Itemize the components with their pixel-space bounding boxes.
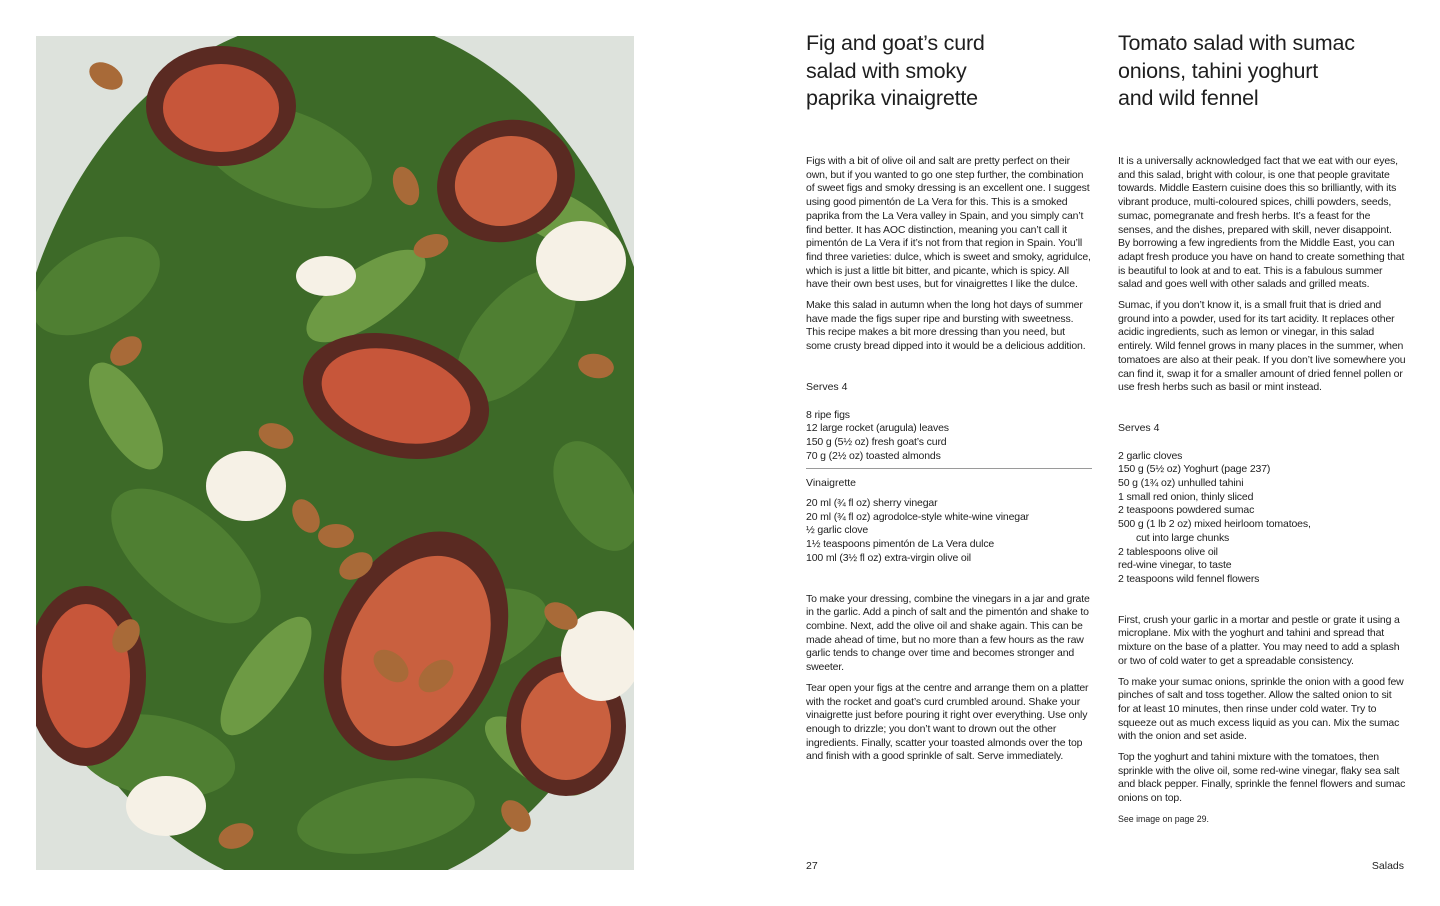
vinaigrette-heading: Vinaigrette [806,477,857,490]
method-paragraph: First, crush your garlic in a mortar and pestle or grate it using a microplane. Mix with the yoghurt and tahini and spread that mixture on the base of a platter. You may need to add a splash or two of cold water to get a spreadable consistency. [1118,613,1400,667]
ingredient-item: 12 large rocket (arugula) leaves [806,422,949,435]
method-paragraph: To make your sumac onions, sprinkle the onion with a good few pinches of salt and toss together. Allow the salted onion to sit for at least 10 minutes, then rinse under cold water. Try to squeeze out as much excess liquid as you can. Mix the sumac with the onion and set aside. [1118,675,1404,743]
intro-paragraph: Sumac, if you don’t know it, is a small fruit that is dried and ground into a powder, used for its tart acidity. It replaces other acidic ingredients, such as lemon or vinegar, in this salad entirely. Wild fennel grows in many places in the summer, when tomatoes are also at their peak. If you don’t live somewhere you can find it, swap it for a smaller amount of dried fennel pollen or use fresh herbs such as basil or mint instead. [1118,299,1406,394]
vinaigrette-list [806,497,1092,566]
ingredient-item: 2 teaspoons powdered sumac [1118,504,1255,517]
ingredient-item: 50 g (1¾ oz) unhulled tahini [1118,477,1244,490]
method-paragraph: Top the yoghurt and tahini mixture with the tomatoes, then sprinkle with the olive oil, some red-wine vinegar, flaky sea salt and black pepper. Finally, sprinkle the fennel flowers and sumac onions on top. [1118,751,1406,805]
ingredient-item: 150 g (5½ oz) fresh goat’s curd [806,435,947,448]
divider [806,468,1092,469]
ingredient-item: ½ garlic clove [806,524,869,537]
serves-label: Serves 4 [1118,421,1160,434]
salad-photo [36,36,634,870]
ingredient-item: 2 teaspoons wild fennel flowers [1118,572,1260,585]
ingredient-item: 500 g (1 lb 2 oz) mixed heirloom tomatoes, [1118,518,1311,531]
ingredient-item: 2 tablespoons olive oil [1118,545,1218,558]
ingredient-item: 70 g (2½ oz) toasted almonds [806,449,941,462]
ingredient-item: 20 ml (¾ fl oz) agrodolce-style white-wine vinegar [806,510,1030,523]
ingredient-list [1118,450,1406,587]
page-number: 27 [806,860,818,872]
serves-label: Serves 4 [806,380,848,393]
left-recipe [806,30,1092,771]
salad-illustration [36,36,634,870]
section-name: Salads [1371,860,1404,872]
ingredient-list [806,409,1092,464]
right-recipe [1118,30,1406,825]
ingredient-item: 2 garlic cloves [1118,449,1183,462]
ingredient-item: 1½ teaspoons pimentón de La Vera dulce [806,538,995,551]
method-paragraph: Tear open your figs at the centre and arrange them on a platter with the rocket and goat’s curd crumbled around. Shake your vinaigrette just before pouring it right over everything. Use only enough to drizzle; you don’t want to drown out the other ingredients. Finally, scatter your toasted almonds over the top and finish with a good sprinkle of salt. Serve immediately. [806,681,1089,763]
intro-paragraph: Figs with a bit of olive oil and salt are pretty perfect on their own, but if you wanted to go one step further, the combination of sweet figs and smoky dressing is an excellent one. I suggest using good pimentón de La Vera for this. This is a smoked paprika from the La Vera valley in Spain, and you simply can’t find better. It has AOC distinction, meaning you can’t call it pimentón de La Vera if it’s not from that region in Spain. You’ll find three varieties: dulce, which is sweet and smoky, agridulce, which is just a little bit bitter, and picante, which is spicy. All have their own best uses, but for vinaigrettes I like the dulce. [806,155,1091,291]
ingredient-item: 20 ml (¾ fl oz) sherry vinegar [806,497,938,510]
recipe-title: Fig and goat’s curd salad with smoky paprika vinaigrette [806,31,985,110]
ingredient-item: cut into large chunks [1136,531,1230,544]
image-reference-note: See image on page 29. [1118,813,1209,824]
method-paragraph: To make your dressing, combine the vinegars in a jar and grate in the garlic. Add a pinch of salt and the pimentón and shake to combine. Next, add the olive oil and shake again. This can be made ahead of time, but no more than a few hours as the raw garlic tends to change over time and becomes stronger and sweeter. [806,592,1090,674]
intro-paragraph: It is a universally acknowledged fact that we eat with our eyes, and this salad, bright with colour, is one that people gravitate towards. Middle Eastern cuisine does this so brilliantly, with its vibrant produce, multi-coloured spices, chilli powders, seeds, sumac, pomegranate and fresh herbs. It’s a feast for the senses, and the dishes, prepared with skill, never disappoint. By borrowing a few ingredients from the Middle East, you can adapt fresh produce you have on hand to create something that is beautiful to look at and to eat. This is a fabulous summer salad and goes well with other salads and grilled meats. [1118,155,1405,291]
ingredient-item: 150 g (5½ oz) Yoghurt (page 237) [1118,463,1271,476]
recipe-title: Tomato salad with sumac onions, tahini yoghurt and wild fennel [1118,31,1355,110]
ingredient-item: 100 ml (3½ fl oz) extra-virgin olive oil [806,551,971,564]
ingredient-item: 8 ripe figs [806,408,850,421]
ingredient-item: red-wine vinegar, to taste [1118,559,1232,572]
ingredient-item: 1 small red onion, thinly sliced [1118,490,1254,503]
intro-paragraph: Make this salad in autumn when the long hot days of summer have made the figs super ripe and bursting with sweetness. This recipe makes a bit more dressing than you need, but some crusty bread dipped into it would be a delicious addition. [806,299,1086,353]
